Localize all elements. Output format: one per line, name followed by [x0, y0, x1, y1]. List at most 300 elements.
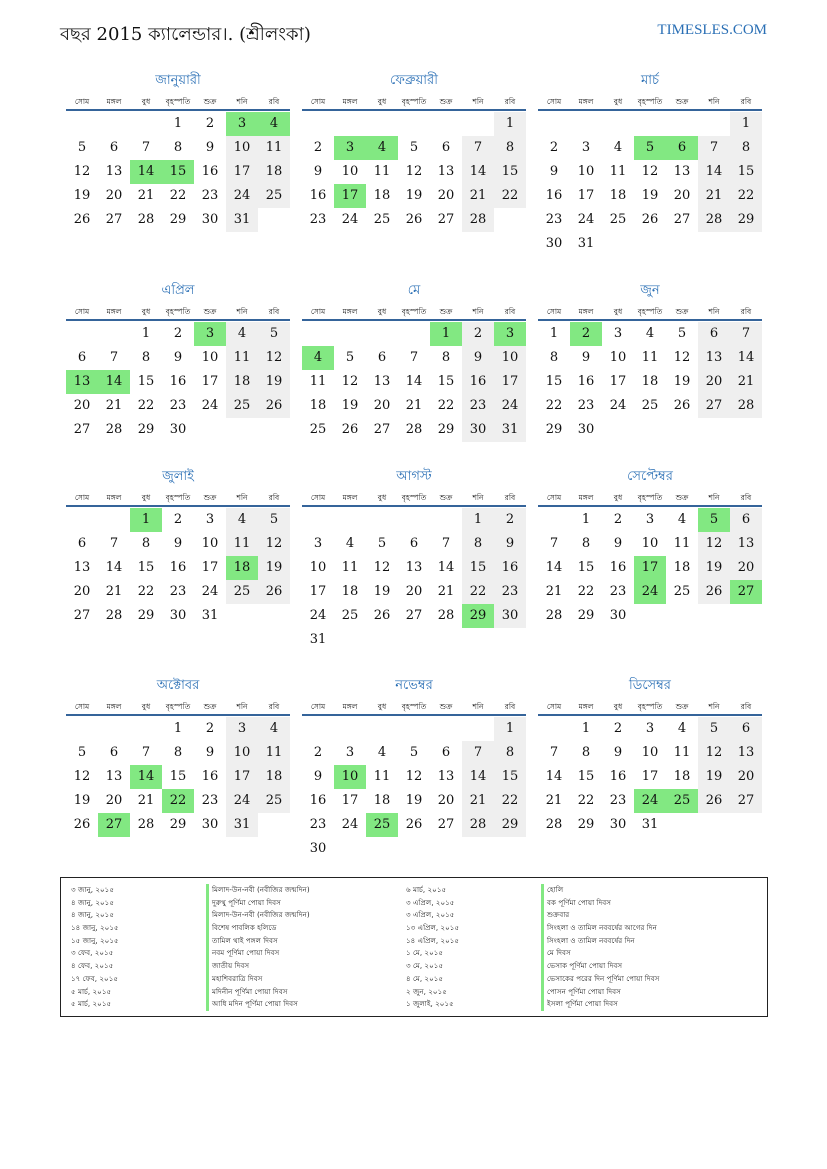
day-cell: 10 — [641, 535, 659, 551]
day-cell: 18 — [641, 373, 659, 389]
day-cell: 20 — [105, 187, 123, 203]
month-calendar — [302, 677, 526, 861]
day-cell: 23 — [169, 583, 187, 599]
day-cell: 26 — [258, 394, 290, 418]
day-cell: 5 — [409, 139, 419, 155]
day-cell: 16 — [169, 559, 187, 575]
day-cell: 29 — [437, 421, 455, 437]
holiday-day-cell: 1 — [430, 322, 462, 346]
day-cell: 10 — [201, 535, 219, 551]
day-cell: 23 — [309, 211, 327, 227]
empty-day-cell — [430, 112, 462, 136]
day-cell: 9 — [313, 768, 323, 784]
day-cell: 3 — [613, 326, 623, 341]
day-cell: 6 — [109, 139, 119, 155]
holiday-date: ৩ এপ্রিল, ২০১৫ — [406, 897, 455, 907]
day-cell: 4 — [258, 717, 290, 741]
weekday-label: রবি — [740, 702, 752, 711]
weekday-label: বুধ — [613, 493, 623, 502]
day-cell: 21 — [462, 789, 494, 813]
day-cell: 9 — [205, 139, 215, 155]
day-cell: 13 — [437, 768, 455, 784]
day-cell: 11 — [373, 768, 391, 784]
day-cell: 9 — [313, 163, 323, 179]
day-cell: 23 — [609, 583, 627, 599]
day-cell: 24 — [201, 583, 219, 599]
holiday-name: পোসন পূর্ণিমা পোয়া দিবস — [541, 986, 659, 999]
day-cell: 31 — [309, 631, 327, 647]
day-cell: 9 — [173, 535, 183, 551]
day-cell: 12 — [373, 559, 391, 575]
day-cell: 11 — [373, 163, 391, 179]
day-cell: 5 — [258, 322, 290, 346]
weekday-label: সোম — [546, 493, 562, 502]
day-cell: 10 — [309, 559, 327, 575]
weekday-label: শনি — [708, 97, 720, 106]
site-link[interactable]: TIMESLES.COM — [657, 22, 767, 38]
day-cell: 21 — [462, 184, 494, 208]
day-cell: 6 — [109, 744, 119, 760]
empty-day-cell — [302, 322, 334, 346]
day-cell: 10 — [641, 744, 659, 760]
day-cell: 28 — [105, 421, 123, 437]
day-cell: 7 — [549, 744, 559, 760]
holiday-day-cell: 25 — [666, 789, 698, 813]
holiday-name: নবম পূর্ণিমা পোয়া দিবস — [206, 947, 310, 960]
holiday-day-cell: 4 — [302, 346, 334, 370]
day-cell: 2 — [205, 721, 215, 736]
day-cell: 6 — [441, 139, 451, 155]
day-cell: 12 — [698, 532, 730, 556]
day-cell: 21 — [698, 184, 730, 208]
day-cell: 25 — [226, 580, 258, 604]
day-cell: 12 — [258, 532, 290, 556]
day-cell: 31 — [494, 418, 526, 442]
holiday-name: মহাশিবরাত্রি দিবস — [206, 973, 310, 986]
weekday-label: রবি — [504, 493, 516, 502]
weekday-label: শুক্র — [439, 97, 453, 106]
weekday-label: রবি — [504, 702, 516, 711]
holiday-day-cell: 27 — [730, 580, 762, 604]
empty-day-cell — [462, 112, 494, 136]
month-calendar — [538, 72, 762, 256]
day-cell: 17 — [577, 187, 595, 203]
day-cell: 2 — [205, 116, 215, 131]
month-name: আগস্ট — [396, 469, 432, 484]
holiday-day-cell: 14 — [98, 370, 130, 394]
day-cell: 27 — [437, 211, 455, 227]
weekday-header — [66, 490, 290, 507]
day-cell: 4 — [613, 139, 623, 155]
day-cell: 16 — [462, 370, 494, 394]
weekday-label: বৃহস্পতি — [165, 307, 191, 316]
day-cell: 15 — [545, 373, 563, 389]
weekday-label: শুক্র — [439, 493, 453, 502]
day-cell: 28 — [137, 816, 155, 832]
day-cell: 23 — [169, 397, 187, 413]
day-cell: 21 — [105, 397, 123, 413]
day-cell: 2 — [494, 508, 526, 532]
holiday-name: ইসলা পূর্ণিমা পোয়া দিবস — [541, 998, 659, 1011]
weekday-label: সোম — [74, 493, 90, 502]
weekday-header — [302, 304, 526, 321]
weekday-label: মঙ্গল — [578, 307, 594, 316]
weekday-label: রবি — [740, 307, 752, 316]
weekday-header — [66, 699, 290, 716]
day-cell: 31 — [577, 235, 595, 251]
day-cell: 7 — [730, 322, 762, 346]
weekday-label: শুক্র — [203, 493, 217, 502]
month-calendar — [538, 468, 762, 628]
day-cell: 21 — [137, 187, 155, 203]
day-cell: 17 — [201, 373, 219, 389]
day-cell: 3 — [313, 535, 323, 551]
day-cell: 30 — [201, 816, 219, 832]
weekday-label: সোম — [74, 97, 90, 106]
holiday-names-left — [206, 884, 310, 1011]
empty-day-cell — [302, 717, 334, 741]
day-cell: 4 — [677, 721, 687, 736]
empty-day-cell — [538, 717, 570, 741]
day-grid — [66, 717, 290, 837]
day-cell: 10 — [226, 136, 258, 160]
day-cell: 13 — [105, 163, 123, 179]
day-cell: 20 — [698, 370, 730, 394]
day-cell: 28 — [437, 607, 455, 623]
day-cell: 21 — [405, 397, 423, 413]
holiday-day-cell: 24 — [634, 580, 666, 604]
day-cell: 24 — [609, 397, 627, 413]
day-cell: 17 — [341, 792, 359, 808]
empty-day-cell — [302, 112, 334, 136]
empty-day-cell — [366, 508, 398, 532]
day-cell: 9 — [173, 349, 183, 365]
day-cell: 25 — [226, 394, 258, 418]
day-cell: 15 — [577, 768, 595, 784]
day-cell: 30 — [545, 235, 563, 251]
day-cell: 22 — [169, 187, 187, 203]
holiday-day-cell: 6 — [666, 136, 698, 160]
weekday-header — [302, 490, 526, 507]
holiday-name: মদিনীন পূর্ণিমা পোয়া দিবস — [206, 986, 310, 999]
weekday-label: সোম — [310, 307, 326, 316]
empty-day-cell — [430, 717, 462, 741]
holiday-day-cell: 29 — [462, 604, 494, 628]
month-name: নভেম্বর — [395, 678, 433, 693]
empty-day-cell — [66, 112, 98, 136]
day-cell: 17 — [609, 373, 627, 389]
day-cell: 19 — [73, 187, 91, 203]
day-cell: 7 — [409, 349, 419, 365]
weekday-label: সোম — [310, 493, 326, 502]
weekday-label: সোম — [546, 702, 562, 711]
day-cell: 27 — [105, 211, 123, 227]
day-cell: 13 — [73, 559, 91, 575]
day-cell: 11 — [258, 741, 290, 765]
holiday-date: ১৪ এপ্রিল, ২০১৫ — [406, 935, 460, 945]
day-cell: 9 — [613, 744, 623, 760]
day-cell: 9 — [462, 346, 494, 370]
day-cell: 24 — [201, 397, 219, 413]
day-cell: 21 — [730, 370, 762, 394]
day-cell: 2 — [173, 326, 183, 341]
day-cell: 18 — [258, 160, 290, 184]
weekday-header — [66, 304, 290, 321]
day-cell: 29 — [730, 208, 762, 232]
day-cell: 21 — [437, 583, 455, 599]
day-cell: 13 — [437, 163, 455, 179]
day-cell: 13 — [105, 768, 123, 784]
day-cell: 7 — [141, 744, 151, 760]
empty-day-cell — [366, 717, 398, 741]
day-cell: 1 — [494, 717, 526, 741]
weekday-label: শুক্র — [439, 702, 453, 711]
weekday-label: শনি — [236, 307, 248, 316]
day-cell: 16 — [201, 163, 219, 179]
day-cell: 15 — [169, 768, 187, 784]
day-cell: 27 — [405, 607, 423, 623]
holiday-day-cell: 13 — [66, 370, 98, 394]
day-cell: 26 — [341, 421, 359, 437]
holiday-day-cell: 25 — [366, 813, 398, 837]
day-cell: 11 — [673, 535, 691, 551]
holiday-date: ৪ ফেব, ২০১৫ — [71, 961, 114, 971]
weekday-header — [538, 699, 762, 716]
day-cell: 26 — [405, 816, 423, 832]
day-cell: 26 — [698, 580, 730, 604]
day-cell: 14 — [545, 559, 563, 575]
day-cell: 18 — [373, 187, 391, 203]
empty-day-cell — [366, 112, 398, 136]
day-cell: 5 — [377, 535, 387, 551]
day-cell: 9 — [205, 744, 215, 760]
holiday-name: আধি মদিন পূর্ণিমা পোয়া দিবস — [206, 998, 310, 1011]
holiday-date: ১৭ ফেব, ২০১৫ — [71, 973, 119, 983]
day-cell: 17 — [494, 370, 526, 394]
day-cell: 19 — [405, 187, 423, 203]
holiday-day-cell: 18 — [226, 556, 258, 580]
day-cell: 23 — [577, 397, 595, 413]
weekday-label: সোম — [310, 702, 326, 711]
empty-day-cell — [98, 508, 130, 532]
holiday-date: ১ মে, ২০১৫ — [406, 948, 444, 958]
day-cell: 6 — [77, 535, 87, 551]
weekday-label: বুধ — [141, 97, 151, 106]
holiday-day-cell: 5 — [698, 508, 730, 532]
day-cell: 26 — [73, 211, 91, 227]
day-cell: 7 — [549, 535, 559, 551]
month-name: জুলাই — [162, 469, 194, 484]
empty-day-cell — [602, 112, 634, 136]
empty-day-cell — [398, 508, 430, 532]
day-cell: 13 — [730, 532, 762, 556]
holiday-dates-left — [71, 884, 119, 1011]
day-cell: 18 — [341, 583, 359, 599]
weekday-label: রবি — [504, 97, 516, 106]
weekday-header — [302, 94, 526, 111]
day-cell: 29 — [137, 421, 155, 437]
holiday-date: ৩ এপ্রিল, ২০১৫ — [406, 910, 455, 920]
day-cell: 11 — [226, 532, 258, 556]
day-cell: 15 — [437, 373, 455, 389]
weekday-header — [538, 490, 762, 507]
weekday-label: মঙ্গল — [342, 97, 358, 106]
day-cell: 8 — [173, 139, 183, 155]
weekday-label: মঙ্গল — [106, 493, 122, 502]
day-cell: 17 — [226, 160, 258, 184]
holiday-name: হোলি — [541, 884, 659, 897]
day-cell: 23 — [545, 211, 563, 227]
holiday-day-cell: 24 — [634, 789, 666, 813]
holiday-day-cell: 15 — [162, 160, 194, 184]
day-cell: 2 — [549, 139, 559, 155]
empty-day-cell — [698, 112, 730, 136]
day-cell: 22 — [545, 397, 563, 413]
weekday-label: বৃহস্পতি — [401, 493, 427, 502]
day-grid — [66, 508, 290, 628]
holiday-day-cell: 3 — [494, 322, 526, 346]
day-cell: 8 — [462, 532, 494, 556]
day-cell: 20 — [437, 187, 455, 203]
day-cell: 24 — [341, 816, 359, 832]
holiday-day-cell: 3 — [226, 112, 258, 136]
weekday-label: সোম — [310, 97, 326, 106]
day-cell: 2 — [313, 139, 323, 155]
day-cell: 28 — [730, 394, 762, 418]
day-cell: 13 — [730, 741, 762, 765]
holiday-name: বক পূর্ণিমা পোয়া দিবস — [541, 897, 659, 910]
day-cell: 8 — [549, 349, 559, 365]
day-cell: 5 — [258, 508, 290, 532]
day-cell: 22 — [137, 583, 155, 599]
day-cell: 2 — [613, 512, 623, 527]
day-cell: 23 — [609, 792, 627, 808]
day-cell: 27 — [673, 211, 691, 227]
empty-day-cell — [302, 508, 334, 532]
day-cell: 28 — [462, 813, 494, 837]
day-cell: 5 — [698, 717, 730, 741]
day-cell: 8 — [581, 744, 591, 760]
day-cell: 23 — [462, 394, 494, 418]
day-cell: 8 — [494, 136, 526, 160]
day-cell: 26 — [405, 211, 423, 227]
day-cell: 24 — [494, 394, 526, 418]
empty-day-cell — [66, 717, 98, 741]
day-cell: 16 — [609, 559, 627, 575]
empty-day-cell — [538, 508, 570, 532]
day-cell: 2 — [173, 512, 183, 527]
day-cell: 27 — [730, 789, 762, 813]
day-cell: 1 — [462, 508, 494, 532]
month-calendar — [66, 468, 290, 628]
day-cell: 1 — [730, 112, 762, 136]
day-cell: 27 — [73, 421, 91, 437]
weekday-label: মঙ্গল — [106, 702, 122, 711]
day-cell: 14 — [698, 160, 730, 184]
day-cell: 15 — [494, 765, 526, 789]
day-cell: 24 — [341, 211, 359, 227]
day-cell: 18 — [226, 370, 258, 394]
day-cell: 22 — [730, 184, 762, 208]
day-cell: 13 — [373, 373, 391, 389]
day-cell: 2 — [613, 721, 623, 736]
day-cell: 23 — [201, 187, 219, 203]
day-cell: 30 — [309, 840, 327, 856]
month-calendar — [538, 677, 762, 837]
day-cell: 29 — [169, 211, 187, 227]
day-cell: 3 — [645, 512, 655, 527]
holiday-day-cell: 17 — [634, 556, 666, 580]
holiday-day-cell: 17 — [334, 184, 366, 208]
day-cell: 4 — [226, 508, 258, 532]
holiday-date: ৪ মে, ২০১৫ — [406, 973, 444, 983]
day-cell: 24 — [577, 211, 595, 227]
day-cell: 14 — [730, 346, 762, 370]
day-cell: 2 — [313, 744, 323, 760]
holiday-date: ৩ জানু, ২০১৫ — [71, 885, 115, 894]
weekday-label: সোম — [74, 307, 90, 316]
weekday-label: রবি — [268, 307, 280, 316]
day-cell: 31 — [641, 816, 659, 832]
day-cell: 20 — [730, 556, 762, 580]
day-cell: 10 — [226, 741, 258, 765]
empty-day-cell — [398, 717, 430, 741]
day-cell: 12 — [341, 373, 359, 389]
month-calendar — [302, 282, 526, 442]
day-cell: 14 — [105, 559, 123, 575]
day-grid — [538, 717, 762, 837]
day-cell: 7 — [462, 741, 494, 765]
day-cell: 9 — [549, 163, 559, 179]
day-cell: 4 — [677, 512, 687, 527]
day-cell: 11 — [641, 349, 659, 365]
weekday-label: শুক্র — [675, 702, 689, 711]
day-cell: 1 — [141, 326, 151, 341]
day-cell: 25 — [309, 421, 327, 437]
day-cell: 7 — [109, 349, 119, 365]
weekday-label: বুধ — [141, 493, 151, 502]
weekday-label: মঙ্গল — [342, 307, 358, 316]
day-cell: 27 — [437, 816, 455, 832]
empty-day-cell — [538, 112, 570, 136]
day-cell: 28 — [545, 816, 563, 832]
day-cell: 12 — [405, 163, 423, 179]
empty-day-cell — [130, 112, 162, 136]
day-cell: 25 — [258, 789, 290, 813]
day-cell: 25 — [673, 583, 691, 599]
weekday-header — [538, 304, 762, 321]
day-cell: 27 — [73, 607, 91, 623]
day-cell: 30 — [201, 211, 219, 227]
day-cell: 26 — [73, 816, 91, 832]
holiday-date: ৪ জানু, ২০১৫ — [71, 910, 114, 920]
weekday-label: শনি — [236, 97, 248, 106]
day-cell: 12 — [698, 741, 730, 765]
day-cell: 5 — [77, 744, 87, 760]
day-cell: 11 — [309, 373, 327, 389]
holiday-day-cell: 10 — [334, 765, 366, 789]
day-cell: 19 — [698, 765, 730, 789]
day-cell: 17 — [641, 768, 659, 784]
day-cell: 11 — [609, 163, 627, 179]
weekday-label: মঙ্গল — [342, 493, 358, 502]
day-cell: 6 — [377, 349, 387, 365]
holiday-name: ভেসাকের পরের দিন পূর্ণিমা পোয়া দিবস — [541, 973, 659, 986]
month-name: জানুয়ারী — [155, 73, 201, 88]
empty-day-cell — [334, 508, 366, 532]
day-cell: 6 — [730, 717, 762, 741]
day-cell: 19 — [673, 373, 691, 389]
